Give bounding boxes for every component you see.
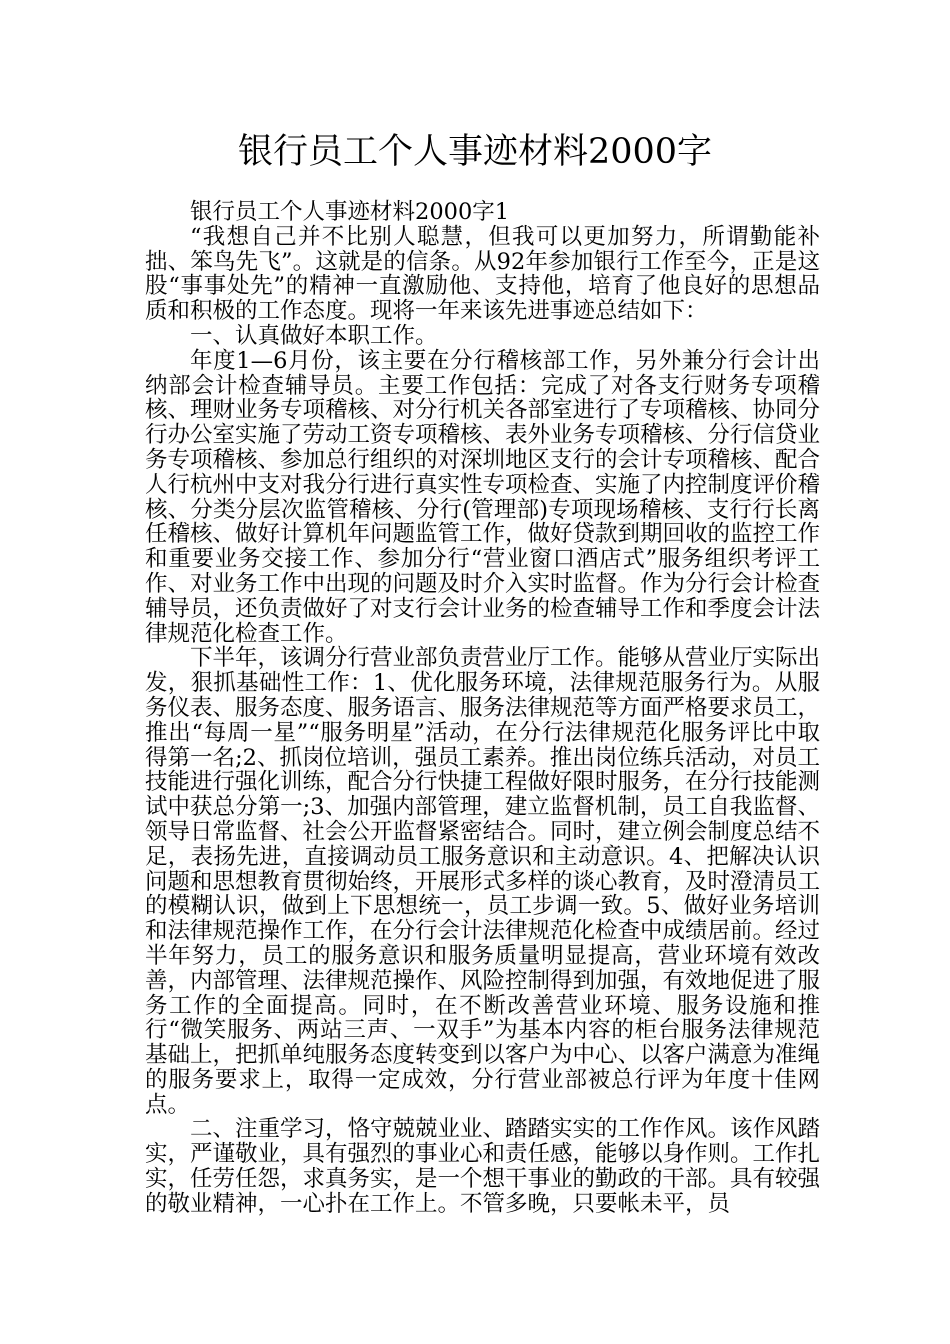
- section-heading-2-paragraph: 二、注重学习，恪守兢兢业业、踏踏实实的工作作风。该作风踏实，严谨敬业，具有强烈的事业心和责任感，能够以身作则。工作扎实，任劳任怨，求真务实，是一个想干事业的勤政的干部。具有较强的敬业精神，一心扑在工作上。不管多晚，只要帐未平，员: [145, 1116, 821, 1217]
- section-heading-1: 一、认真做好本职工作。: [190, 322, 438, 349]
- document-title: 银行员工个人事迹材料2000字: [237, 132, 713, 172]
- subtitle-paragraph: 银行员工个人事迹材料2000字1: [190, 199, 510, 225]
- body-paragraph: 下半年，该调分行营业部负责营业厅工作。能够从营业厅实际出发，狠抓基础性工作：1、优化服务环境，法律规范服务行为。从服务仪表、服务态度、服务语言、服务法律规范等方面严格要求员工，推出“每周一星”“服务明星”活动，在分行法律规范化服务评比中取得第一名;2、抓岗位培训，强员工素养。推出岗位练兵活动，对员工技能进行强化训练，配合分行快捷工程做好限时服务，在分行技能测试中获总分第一;3、加强内部管理，建立监督机制，员工自我监督、领导日常监督、社会公开监督紧密结合。同时，建立例会制度总结不足，表扬先进，直接调动员工服务意识和主动意识。4、把解决认识问题和思想教育贯彻始终，开展形式多样的谈心教育，及时澄清员工的模糊认识，做到上下思想统一，员工步调一致。5、做好业务培训和法律规范操作工作，在分行会计法律规范化检查中成绩居前。经过半年努力，员工的服务意识和服务质量明显提高，营业环境有效改善，内部管理、法律规范操作、风险控制得到加强，有效地促进了服务工作的全面提高。同时，在不断改善营业环境、服务设施和推行“微笑服务、两站三声、一双手”为基本内容的柜台服务法律规范基础上，把抓单纯服务态度转变到以客户为中心、以客户满意为准绳的服务要求上，取得一定成效，分行营业部被总行评为年度十佳网点。: [145, 645, 821, 1118]
- body-paragraph: 年度1—6月份，该主要在分行稽核部工作，另外兼分行会计出纳部会计检查辅导员。主要工作包括：完成了对各支行财务专项稽核、理财业务专项稽核、对分行机关各部室进行了专项稽核、协同分行办公室实施了劳动工资专项稽核、表外业务专项稽核、分行信贷业务专项稽核、参加总行组织的对深圳地区支行的会计专项稽核、配合人行杭州中支对我分行进行真实性专项检查、实施了内控制度评价稽核、分类分层次监管稽核、分行(管理部)专项现场稽核、支行行长离任稽核、做好计算机年问题监管工作，做好贷款到期回收的监控工作和重要业务交接工作、参加分行“营业窗口酒店式”服务组织考评工作、对业务工作中出现的问题及时介入实时监督。作为分行会计检查辅导员，还负责做好了对支行会计业务的检查辅导工作和季度会计法律规范化检查工作。: [145, 347, 821, 647]
- document-body: [145, 200, 820, 1217]
- intro-paragraph: “我想自己并不比别人聪慧，但我可以更加努力，所谓勤能补拙、笨鸟先飞”。这就是的信条。从92年参加银行工作至今，正是这股“事事处先”的精神一直激励他、支持他，培育了他良好的思想品质和积极的工作态度。现将一年来该先进事迹总结如下：: [145, 223, 820, 325]
